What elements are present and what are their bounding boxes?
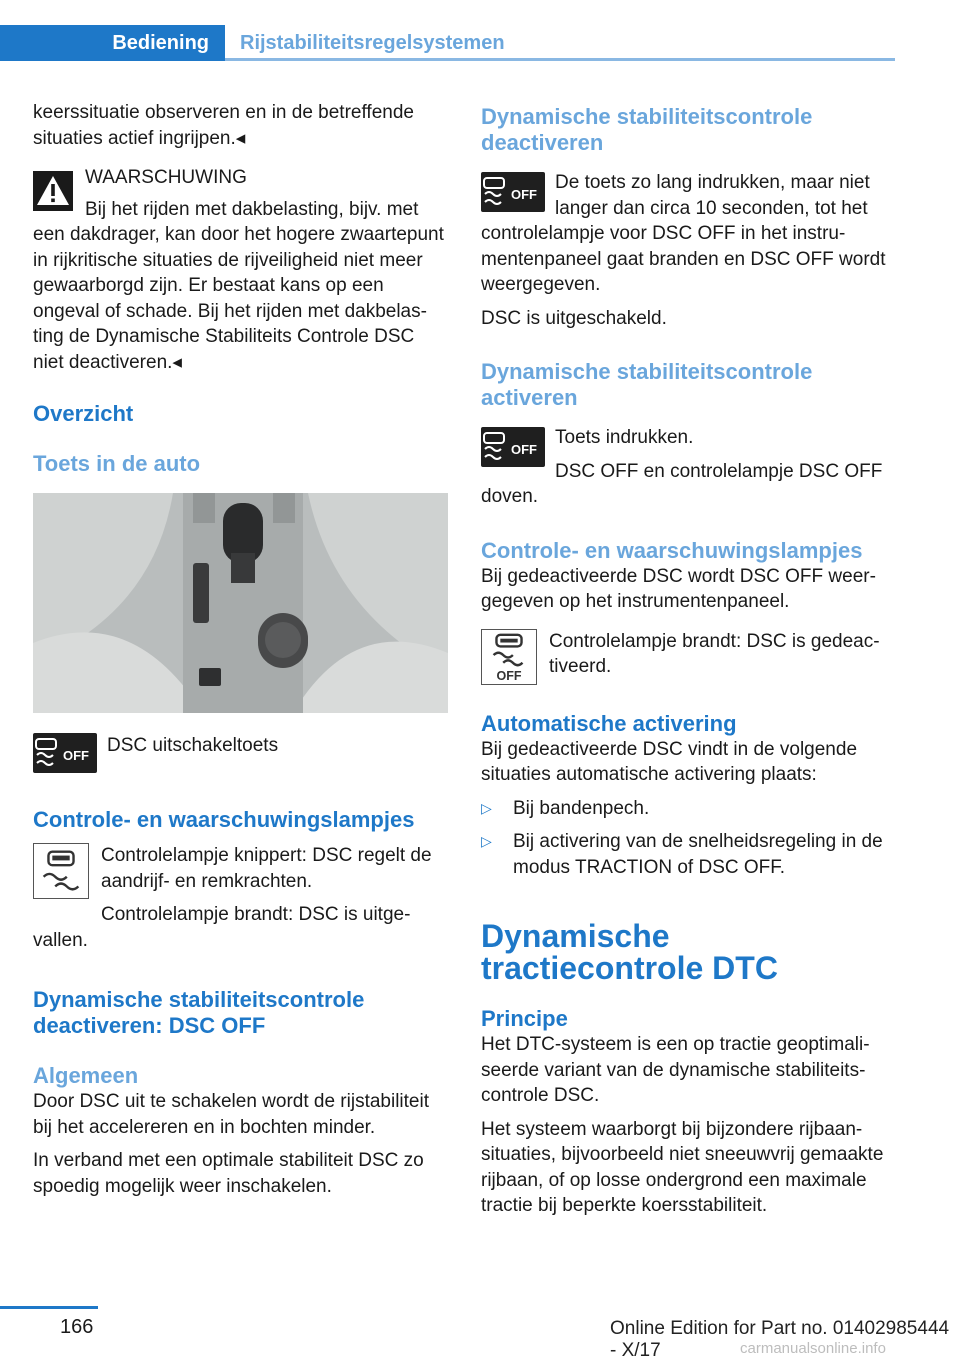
off-text: OFF bbox=[511, 187, 537, 202]
act-block bbox=[481, 425, 896, 510]
heading-automatisch: Automatische activering bbox=[481, 710, 737, 736]
deact-block bbox=[481, 170, 896, 298]
header-rule bbox=[225, 58, 895, 61]
lamp-blink-text: Controlelampje knippert: DSC regelt de aandrijf- en remkrachten. bbox=[101, 845, 432, 892]
act-text-1: Toets indrukken. bbox=[555, 427, 694, 448]
heading-deact-off: Dynamische stabiliteitscontrole deactiveren: DSC OFF bbox=[33, 987, 365, 1038]
algemeen-text-2: In verband met een optimale stabiliteit DSC zo spoedig mogelijk weer inschakelen. bbox=[33, 1150, 424, 1197]
off-text: OFF bbox=[63, 748, 89, 763]
list-item: ▷ Bij bandenpech. bbox=[481, 796, 896, 822]
ctrl-text: Bij gedeactiveerde DSC wordt DSC OFF weergegeven op het instrumentenpaneel. bbox=[481, 565, 876, 612]
heading-toets: Toets in de auto bbox=[33, 451, 201, 476]
heading-controle-right: Controle- en waarschuwingslampjes bbox=[481, 537, 863, 563]
principe-text-2: Het systeem waarborgt bij bijzondere rijbaansituaties, bijvoorbeeld niet sneeuwvrij gemaakte rijbaan, of op losse ondergrond een maximale tractie bij beperkte koersstabiliteit. bbox=[481, 1118, 884, 1216]
heading-deactiveren: Dynamische stabiliteitscontrole deactiveren bbox=[481, 104, 813, 155]
off-text: OFF bbox=[496, 668, 522, 683]
auto-bullets bbox=[481, 796, 896, 881]
algemeen-text-1: Door DSC uit te schakelen wordt de rijstabiliteit bij het accelereren en in bochten minder. bbox=[33, 1091, 430, 1138]
dsc-button-item bbox=[33, 731, 448, 777]
page-number-rule bbox=[0, 1306, 98, 1309]
left-column bbox=[33, 100, 448, 1199]
heading-overzicht: Overzicht bbox=[33, 401, 134, 426]
warning-title: WAARSCHUWING bbox=[85, 167, 247, 188]
auto-text: Bij gedeactiveerde DSC vindt in de volgende situaties automatische activering plaats: bbox=[481, 738, 858, 785]
deact-text: De toets zo lang indrukken, maar niet langer dan circa 10 seconden, tot het controlelampje voor DSC OFF in het instrumentenpaneel gaat branden en DSC OFF wordt weergegeven. bbox=[481, 172, 886, 295]
heading-principe: Principe bbox=[481, 1006, 568, 1031]
intro-text: keerssituatie observeren en in de betreffende situaties actief ingrijpen.◂ bbox=[33, 102, 414, 149]
lamp-on-text: Controlelampje brandt: DSC is uitgevallen. bbox=[33, 904, 411, 951]
lamp-block-left bbox=[33, 843, 448, 953]
dsc-off-lamp-icon bbox=[481, 629, 537, 685]
act-text-2: DSC OFF en controlelampje DSC OFF doven. bbox=[481, 460, 883, 507]
heading-controle-left: Controle- en waarschuwingslampjes bbox=[33, 807, 415, 832]
triangle-bullet-icon: ▷ bbox=[481, 799, 492, 816]
warning-icon bbox=[33, 171, 73, 211]
off-text: OFF bbox=[511, 442, 537, 457]
section-tab: Bediening bbox=[0, 25, 225, 61]
subsection-tab: Rijstabiliteitsregelsystemen bbox=[240, 31, 505, 54]
warning-text: Bij het rijden met dakbelasting, bijv. met een dakdrager, kan door het hogere zwaartepunt in rijkritische situaties de rijveiligheid niet meer gewaarborgd zijn. Er bestaat kans op een ongeval of schade. Bij het rijden met dakbelasting de Dynamische Stabiliteits Controle DSC niet deactiveren.◂ bbox=[33, 198, 444, 373]
ctrl-lamp-text: Controlelampje brandt: DSC is gedeactiveerd. bbox=[549, 630, 880, 677]
page-number: 166 bbox=[60, 1316, 94, 1338]
list-item: ▷ Bij activering van de snelheidsregeling in de modus TRACTION of DSC OFF. bbox=[481, 831, 883, 878]
lamp-block-right bbox=[481, 629, 896, 689]
deact-result: DSC is uitgeschakeld. bbox=[481, 307, 667, 329]
heading-dtc: Dynamische tractiecontrole DTC bbox=[481, 918, 778, 986]
dsc-off-button-icon bbox=[481, 427, 545, 467]
right-column bbox=[481, 100, 896, 1219]
watermark: carmanualsonline.info bbox=[740, 1340, 886, 1357]
dsc-lamp-icon bbox=[33, 843, 89, 899]
triangle-bullet-icon: ▷ bbox=[481, 833, 492, 849]
dsc-off-button-icon bbox=[33, 733, 97, 773]
edition-text: Online Edition for Part no. 01402985444 - X/17 bbox=[610, 1318, 950, 1361]
console-photo bbox=[33, 493, 448, 713]
dsc-off-button-icon bbox=[481, 172, 545, 212]
page-header bbox=[0, 0, 960, 64]
heading-algemeen: Algemeen bbox=[33, 1063, 139, 1088]
dsc-button-caption: DSC uitschakeltoets bbox=[107, 735, 279, 756]
warning-block bbox=[33, 165, 448, 375]
heading-activeren: Dynamische stabiliteitscontrole activeren bbox=[481, 359, 813, 410]
principe-text-1: Het DTC-systeem is een op tractie geoptimaliseerde variant van de dynamische stabiliteitscontrole DSC. bbox=[481, 1034, 870, 1106]
